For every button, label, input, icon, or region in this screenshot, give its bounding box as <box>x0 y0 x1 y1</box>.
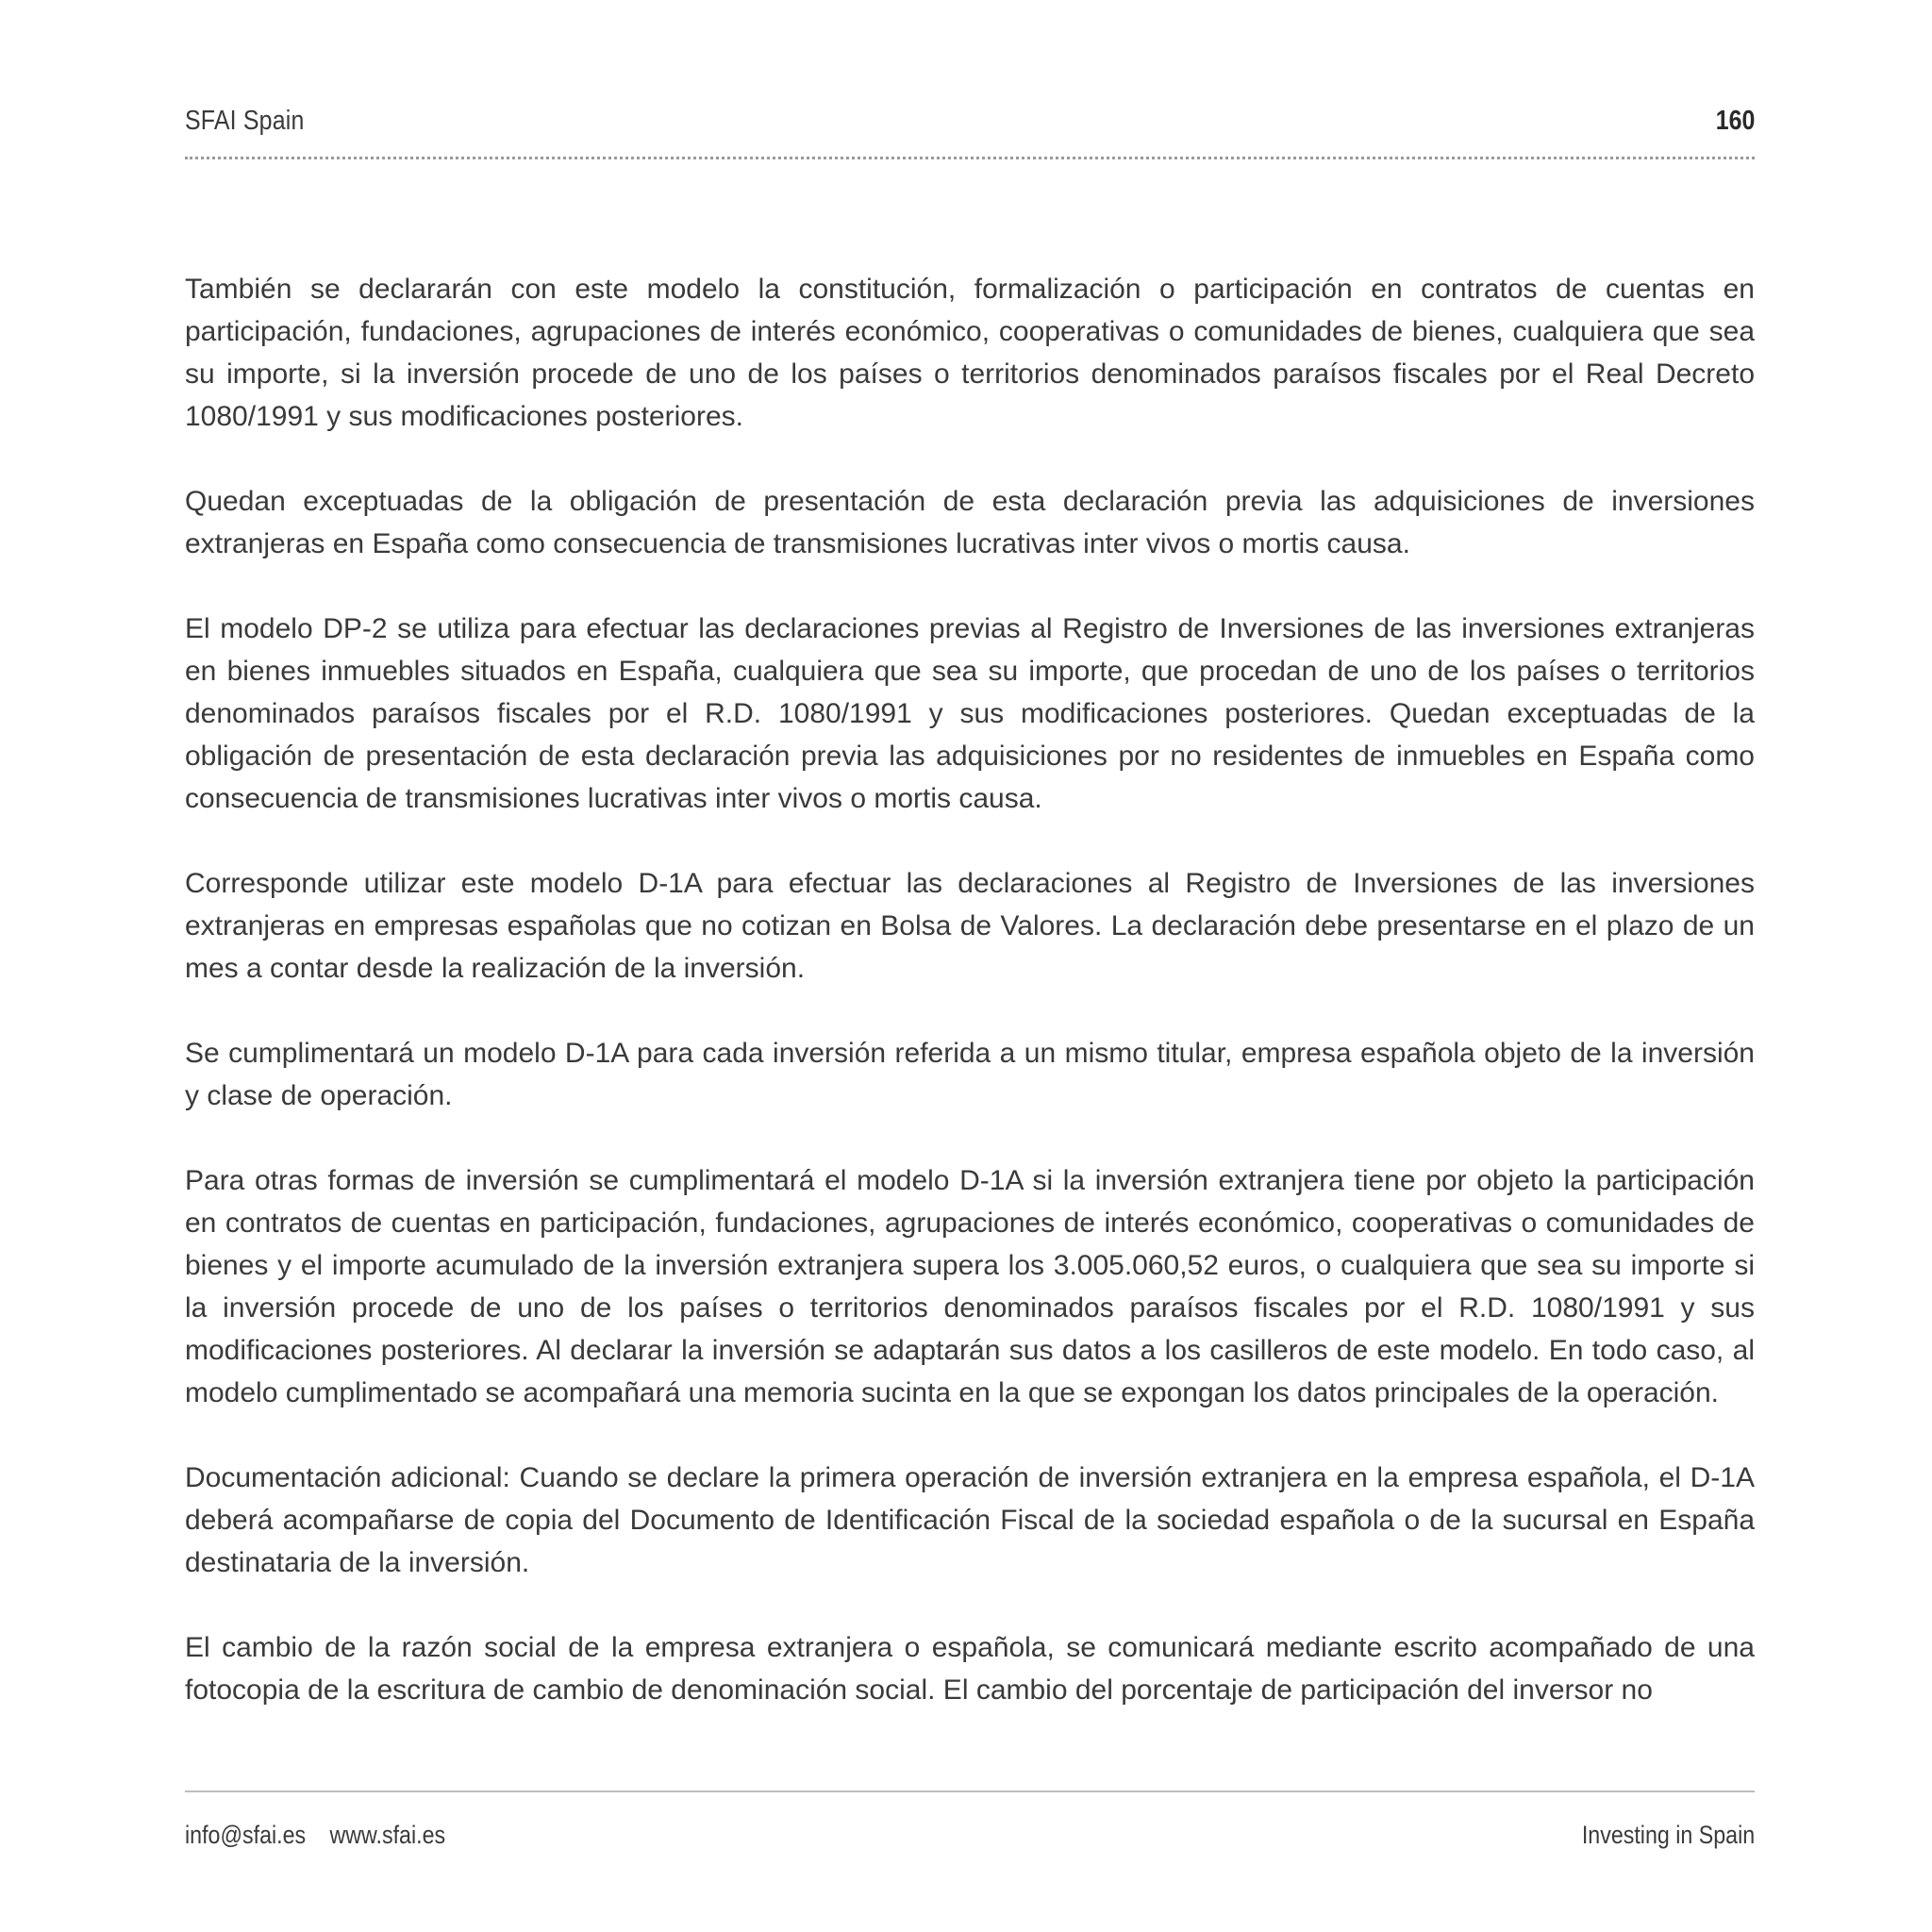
paragraph-4: Corresponde utilizar este modelo D-1A para efectuar las declaraciones al Registro de Inversiones de las inversiones extranjeras en empresas españolas que no cotizan en Bolsa de Valores. La declaración debe presentarse en el plazo de un mes a contar desde la realización de la inversión. <box>185 868 1755 984</box>
header-title: SFAI Spain <box>185 106 305 136</box>
page-number: 160 <box>1715 106 1755 136</box>
paragraph-2: Quedan exceptuadas de la obligación de presentación de esta declaración previa las adquisiciones de inversiones extranjeras en España como consecuencia de transmisiones lucrativas inter vivos o mortis causa. <box>185 486 1755 559</box>
body-text <box>185 268 1755 1754</box>
paragraph-8: El cambio de la razón social de la empresa extranjera o española, se comunicará mediante escrito acompañado de una fotocopia de la escritura de cambio de denominación social. El cambio del porcentaje de participación del inversor no <box>185 1632 1755 1706</box>
page-footer <box>185 1821 1755 1858</box>
paragraph-1: También se declararán con este modelo la constitución, formalización o participación en contratos de cuentas en participación, fundaciones, agrupaciones de interés económico, cooperativas o comunidades de bienes, cualquiera que sea su importe, si la inversión procede de uno de los países o territorios denominados paraísos fiscales por el Real Decreto 1080/1991 y sus modificaciones posteriores. <box>185 274 1755 432</box>
footer-website-link[interactable]: www.sfai.es <box>329 1821 446 1849</box>
footer-publication-title: Investing in Spain <box>1581 1821 1755 1849</box>
footer-contact <box>185 1821 445 1850</box>
paragraph-5: Se cumplimentará un modelo D-1A para cada inversión referida a un mismo titular, empresa española objeto de la inversión y clase de operación. <box>185 1038 1755 1111</box>
header-dotted-divider <box>185 157 1755 159</box>
paragraph-3: El modelo DP-2 se utiliza para efectuar las declaraciones previas al Registro de Inversiones de las inversiones extranjeras en bienes inmuebles situados en España, cualquiera que sea su importe, que procedan de uno de los países o territorios denominados paraísos fiscales por el R.D. 1080/1991 y sus modificaciones posteriores. Quedan exceptuadas de la obligación de presentación de esta declaración previa las adquisiciones por no residentes de inmuebles en España como consecuencia de transmisiones lucrativas inter vivos o mortis causa. <box>185 613 1755 814</box>
paragraph-7: Documentación adicional: Cuando se declare la primera operación de inversión extranjera en la empresa española, el D-1A deberá acompañarse de copia del Documento de Identificación Fiscal de la sociedad española o de la sucursal en España destinataria de la inversión. <box>185 1462 1755 1578</box>
paragraph-6: Para otras formas de inversión se cumplimentará el modelo D-1A si la inversión extranjera tiene por objeto la participación en contratos de cuentas en participación, fundaciones, agrupaciones de interés económico, cooperativas o comunidades de bienes y el importe acumulado de la inversión extranjera supera los 3.005.060,52 euros, o cualquiera que sea su importe si la inversión procede de uno de los países o territorios denominados paraísos fiscales por el R.D. 1080/1991 y sus modificaciones posteriores. Al declarar la inversión se adaptarán sus datos a los casilleros de este modelo. En todo caso, al modelo cumplimentado se acompañará una memoria sucinta en la que se expongan los datos principales de la operación. <box>185 1165 1755 1408</box>
footer-divider <box>185 1790 1755 1792</box>
page-header <box>185 106 1755 147</box>
footer-email-link[interactable]: info@sfai.es <box>185 1821 307 1849</box>
